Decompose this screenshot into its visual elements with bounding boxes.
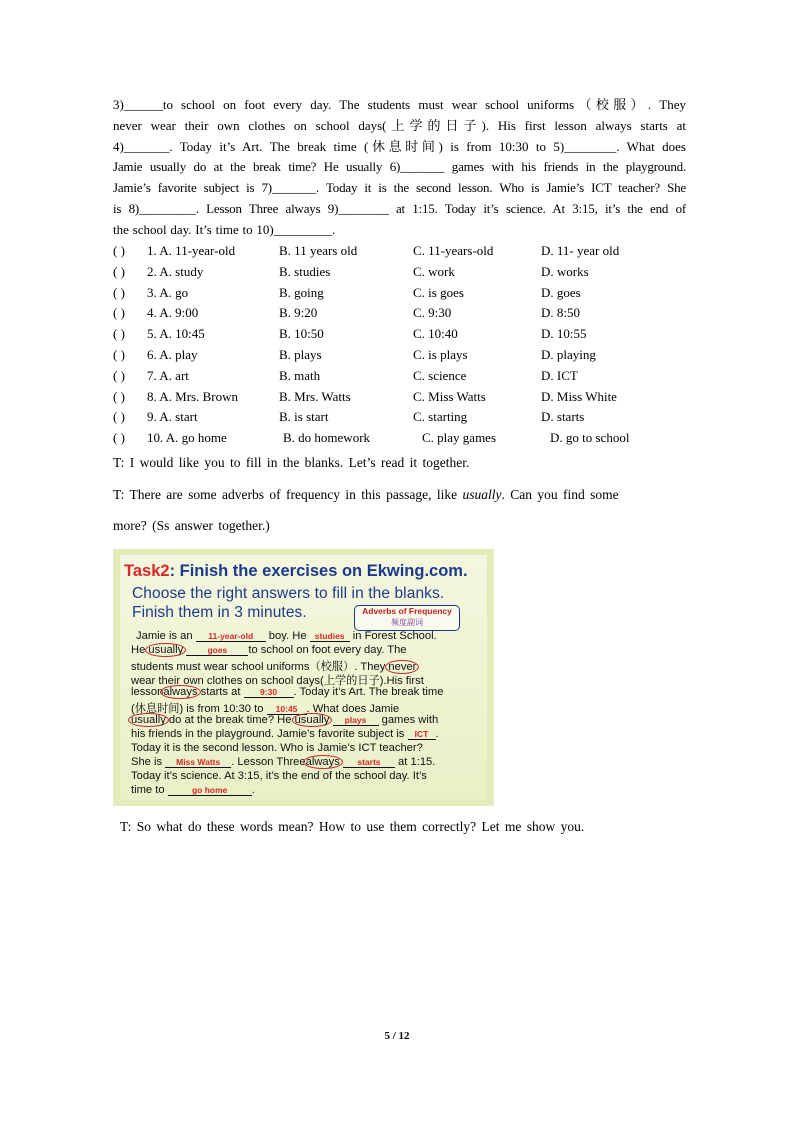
option-c: C. science — [413, 367, 467, 383]
option-d: D. works — [541, 263, 589, 279]
option-c: C. is plays — [413, 346, 468, 362]
task-text-line — [131, 644, 407, 656]
task-text: . Today it’s Art. The break time — [293, 686, 444, 698]
answer-paren: ( ) — [113, 430, 125, 446]
task-text-line — [131, 728, 439, 740]
option-row — [113, 303, 686, 324]
option-row — [113, 324, 686, 345]
answer-paren: ( ) — [113, 284, 125, 300]
passage-line: Jamie’s favorite subject is 7)_______. Today it is the second lesson. Who is Jamie’s ICT teacher? She — [113, 180, 686, 196]
task-text: . Lesson Three — [231, 756, 306, 768]
option-row — [113, 387, 686, 408]
task-text: She is — [131, 756, 166, 768]
answer-1: 11-year-old — [196, 631, 266, 642]
circled-word-usually: usually — [145, 643, 186, 657]
option-row — [113, 407, 686, 428]
task-slide-image — [113, 549, 494, 806]
option-b: B. 11 years old — [279, 243, 358, 258]
passage-line: 4)_______. Today it’s Art. The break time (休息时间) is from 10:30 to 5)________. What does — [113, 138, 686, 154]
task-text-line — [131, 756, 435, 768]
task-text-line — [136, 630, 437, 642]
option-row — [113, 241, 686, 262]
option-c: C. 10:40 — [413, 326, 458, 342]
option-a: 5. A. 10:45 — [147, 326, 205, 342]
option-a: 1. A. 11-year-old — [147, 243, 236, 258]
task-text: . — [251, 784, 255, 796]
option-row — [113, 283, 686, 304]
answer-paren: ( ) — [113, 326, 125, 342]
option-a: 8. A. Mrs. Brown — [147, 388, 239, 404]
teacher-line-3: more? (Ss answer together.) — [113, 518, 270, 533]
answer-paren: ( ) — [113, 346, 125, 362]
answer-5: 10:45 — [267, 704, 307, 715]
answer-paren: ( ) — [113, 243, 125, 258]
task-text: boy. He — [265, 630, 310, 642]
task-instruction-1: Choose the right answers to fill in the blanks. — [132, 585, 445, 602]
answer-3: goes — [186, 645, 248, 656]
passage-line: never wear their own clothes on school days(上学的日子). His first lesson always starts at — [113, 117, 686, 133]
task-text-line — [131, 686, 443, 698]
option-a: 2. A. study — [147, 263, 204, 279]
option-row — [113, 345, 686, 366]
option-a: 3. A. go — [147, 284, 189, 300]
task-text: students must wear school uniforms（校服）. They — [131, 661, 389, 673]
task-text-line: Today it is the second lesson. Who is Jamie’s ICT teacher? — [131, 742, 423, 754]
task-text-line: Today it’s science. At 3:15, it’s the end of the school day. It’s — [131, 770, 427, 782]
teacher-line-4: T: So what do these words mean? How to use them correctly? Let me show you. — [120, 819, 585, 834]
circled-word-usually: usually — [292, 713, 333, 727]
option-b: B. is start — [279, 409, 329, 425]
task-text: He — [131, 644, 149, 656]
answer-9: starts — [343, 757, 395, 768]
task-text: his friends in the playground. Jamie’s favorite subject is — [131, 728, 408, 740]
answer-paren: ( ) — [113, 409, 125, 425]
circled-word-always: always — [303, 755, 343, 769]
teacher-line-2-text-end: . Can you find some — [501, 487, 619, 502]
option-c: C. 9:30 — [413, 305, 452, 321]
option-d: D. starts — [541, 409, 585, 425]
task-text-line: wear their own clothes on school days(上学的日子).His first — [131, 675, 424, 687]
option-b: B. do homework — [283, 430, 371, 446]
circled-word-always: always — [160, 685, 200, 699]
answer-paren: ( ) — [113, 367, 125, 383]
option-a: 9. A. start — [147, 409, 198, 425]
task-text: . What does Jamie — [306, 703, 400, 715]
answer-10: go home — [168, 785, 252, 796]
option-d: D. playing — [541, 346, 596, 362]
task-title-text: : Finish the exercises on Ekwing.com. — [169, 562, 468, 580]
option-row — [113, 262, 686, 283]
option-a: 6. A. play — [147, 346, 198, 362]
option-c: C. play games — [422, 430, 497, 446]
task-text-line — [131, 714, 438, 726]
option-a: 10. A. go home — [147, 430, 227, 446]
adverbs-label: Adverbs of Frequency — [362, 606, 452, 616]
answer-4: 9:30 — [244, 687, 294, 698]
passage-line: is 8)_________. Lesson Three always 9)________ at 1:15. Today it’s science. At 3:15, it’s the end of — [113, 200, 686, 216]
task-slide-content — [120, 555, 487, 800]
task-text: lesson — [131, 686, 164, 698]
passage-line: the school day. It’s time to 10)_________. — [113, 221, 336, 237]
answer-6: plays — [333, 715, 379, 726]
answer-paren: ( ) — [113, 305, 125, 321]
page-number: 5 / 12 — [384, 1030, 410, 1042]
teacher-line-1: T: I would like you to fill in the blanks. Let’s read it together. — [113, 455, 470, 470]
passage-line: Jamie usually do at the break time? He usually 6)_______ games with his friends in the playground. — [113, 159, 686, 175]
answer-8: Miss Watts — [165, 757, 231, 768]
task-text: at 1:15. — [394, 756, 436, 768]
task-text: . — [435, 728, 439, 740]
task-text: starts at — [197, 686, 244, 698]
option-c: C. 11-years-old — [413, 243, 494, 258]
task-text: to school on foot every day. The — [248, 644, 407, 656]
adverbs-label-cn: 频度副词 — [391, 618, 423, 627]
teacher-line-2-emphasis: usually — [462, 487, 502, 502]
option-c: C. is goes — [413, 284, 464, 300]
teacher-line-2 — [113, 487, 619, 503]
task-text: games with — [378, 714, 439, 726]
answer-7: ICT — [408, 729, 436, 740]
option-a: 4. A. 9:00 — [147, 305, 199, 321]
teacher-line-2-text: T: There are some adverbs of frequency in this passage, like — [113, 487, 463, 502]
adverbs-of-frequency-box — [354, 605, 460, 631]
option-b: B. plays — [279, 346, 322, 362]
option-b: B. math — [279, 367, 321, 383]
option-d: D. 10:55 — [541, 326, 587, 342]
option-b: B. Mrs. Watts — [279, 388, 351, 404]
circled-word-usually: usually — [128, 713, 169, 727]
task-text: time to — [131, 784, 168, 796]
option-d: D. 8:50 — [541, 305, 580, 321]
answer-paren: ( ) — [113, 263, 125, 279]
option-d: D. goes — [541, 284, 581, 300]
task-text: in Forest School. — [349, 630, 437, 642]
task-instruction-2: Finish them in 3 minutes. — [132, 604, 307, 621]
answer-paren: ( ) — [113, 388, 125, 404]
option-b: B. 9:20 — [279, 305, 318, 321]
answer-2: studies — [310, 631, 350, 642]
task-text: Jamie is an — [136, 630, 196, 642]
option-c: C. work — [413, 263, 455, 279]
option-d: D. go to school — [550, 430, 630, 446]
options-list — [113, 241, 686, 449]
option-b: B. going — [279, 284, 324, 300]
option-b: B. 10:50 — [279, 326, 324, 342]
circled-word-never: never — [385, 660, 419, 674]
option-c: C. starting — [413, 409, 468, 425]
option-d: D. Miss White — [541, 388, 617, 404]
passage-line: 3)______to school on foot every day. The students must wear school uniforms（校服）. They — [113, 97, 686, 112]
option-c: C. Miss Watts — [413, 388, 486, 404]
task-text: do at the break time? He — [165, 714, 295, 726]
task-title-label: Task2 — [124, 562, 170, 580]
option-d: D. 11- year old — [541, 243, 620, 258]
option-row — [113, 428, 686, 449]
option-row — [113, 366, 686, 387]
task-text: (休息时间) is from 10:30 to — [131, 703, 267, 715]
passage — [113, 95, 686, 241]
task-title — [124, 562, 468, 581]
option-d: D. ICT — [541, 367, 578, 383]
option-a: 7. A. art — [147, 367, 189, 383]
task-text-line — [131, 784, 255, 796]
option-b: B. studies — [279, 263, 331, 279]
